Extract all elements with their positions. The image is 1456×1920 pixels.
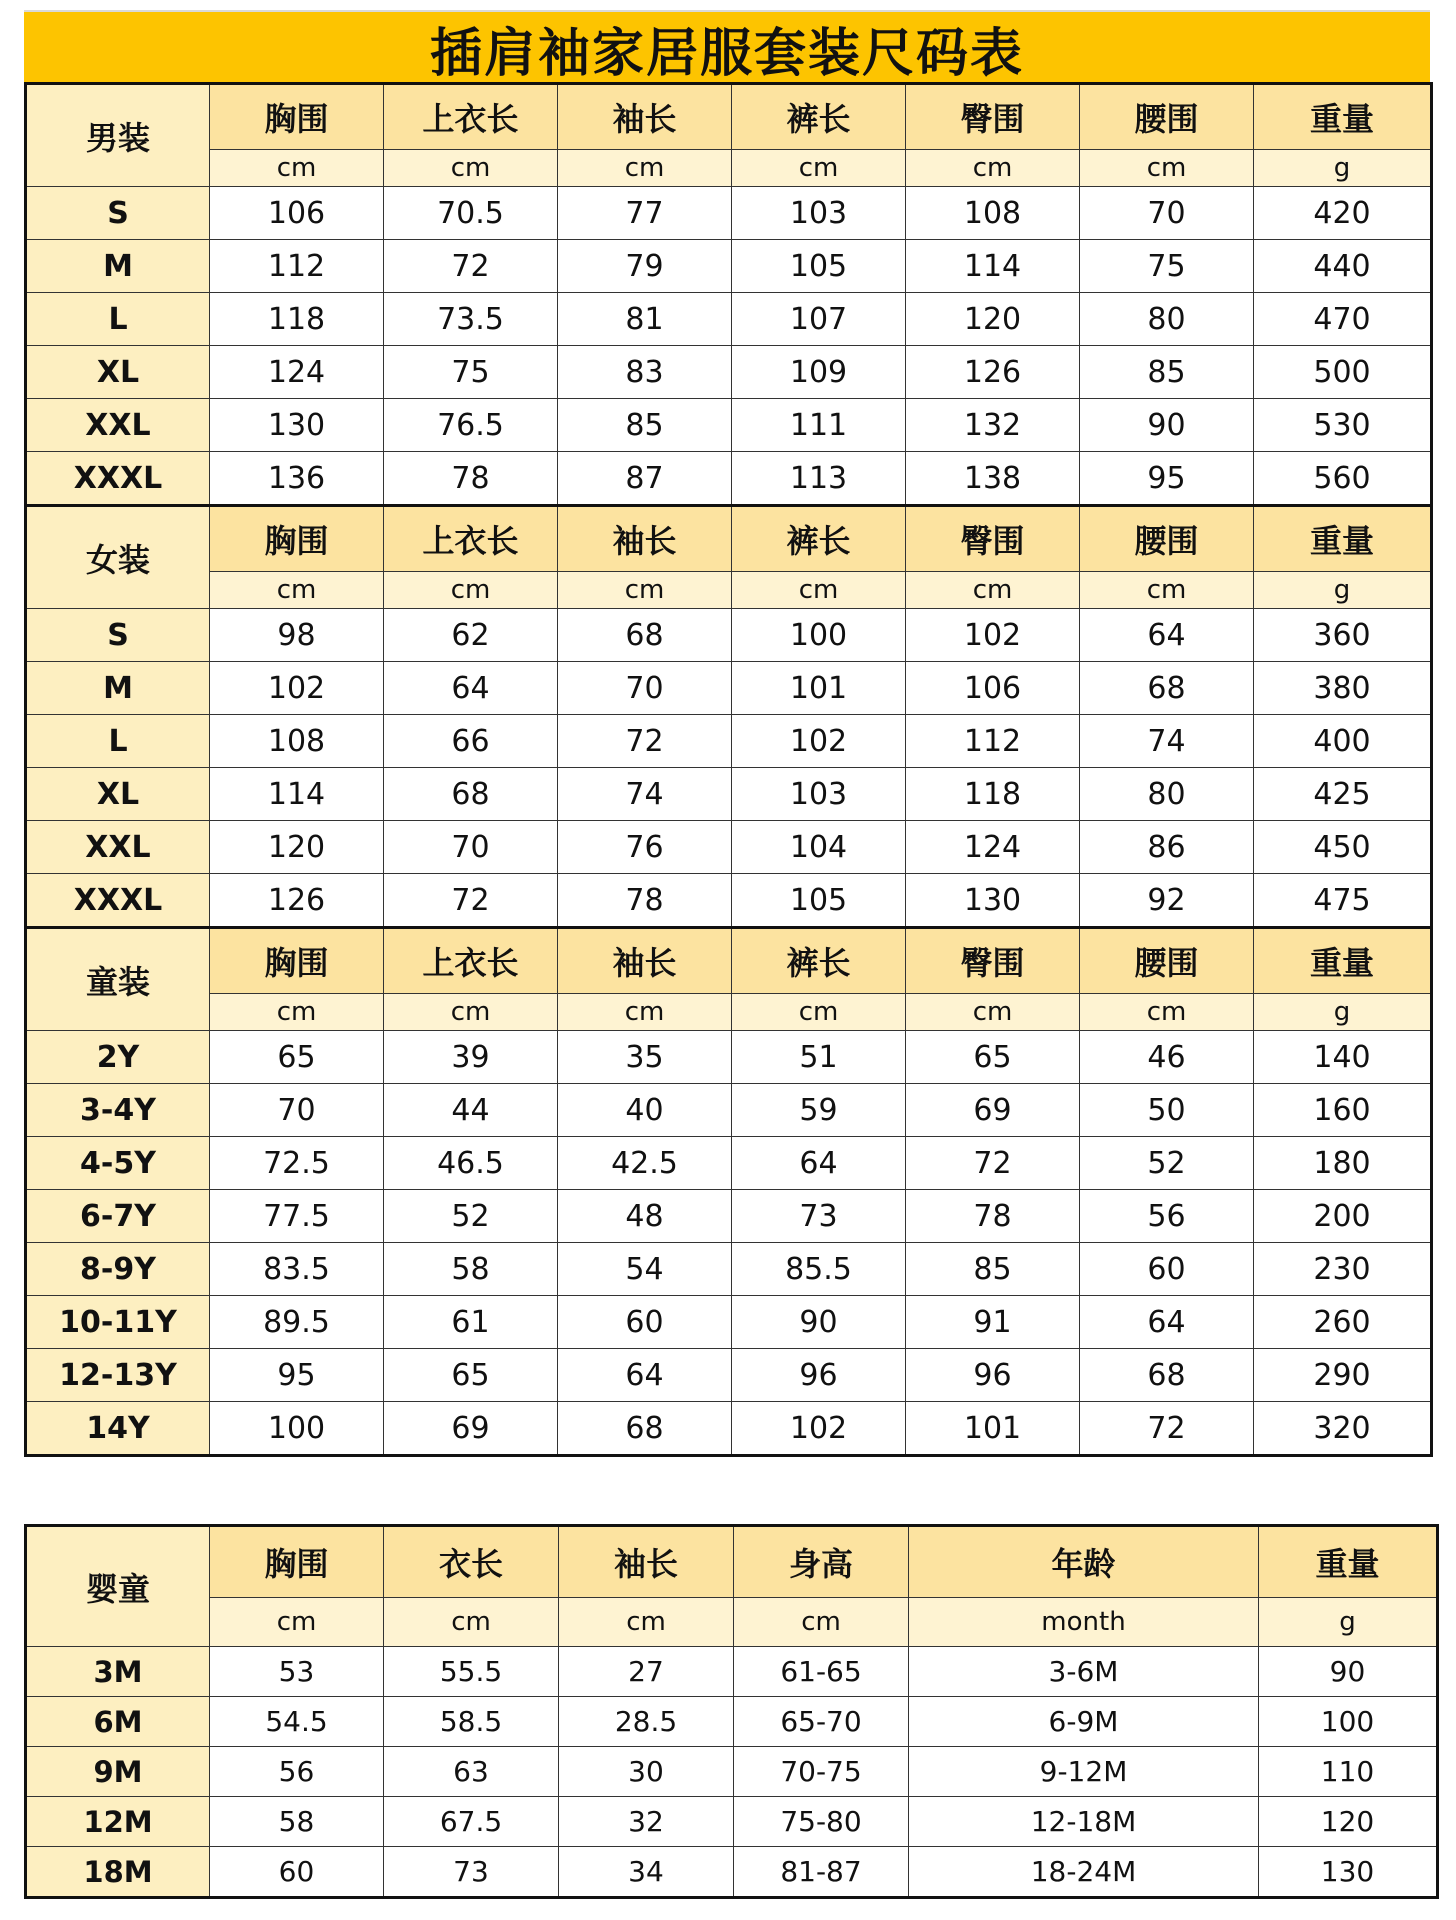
value-cell: 3-6M [909,1647,1259,1697]
value-cell: 500 [1254,346,1432,399]
column-header: 腰围 [1080,928,1254,994]
column-header: 臀围 [906,506,1080,572]
value-cell: 118 [210,293,384,346]
size-label: 10-11Y [26,1296,210,1349]
size-label: XXL [26,399,210,452]
column-header: 裤长 [732,84,906,150]
unit-cell: cm [732,572,906,609]
value-cell: 290 [1254,1349,1432,1402]
value-cell: 136 [210,452,384,506]
value-cell: 108 [906,187,1080,240]
value-cell: 98 [210,609,384,662]
column-header: 腰围 [1080,506,1254,572]
value-cell: 60 [558,1296,732,1349]
value-cell: 450 [1254,821,1432,874]
unit-cell: cm [732,994,906,1031]
value-cell: 530 [1254,399,1432,452]
value-cell: 230 [1254,1243,1432,1296]
size-label: 6-7Y [26,1190,210,1243]
column-header: 上衣长 [384,84,558,150]
value-cell: 260 [1254,1296,1432,1349]
value-cell: 90 [1080,399,1254,452]
size-table-main-body [26,84,1432,1456]
value-cell: 75 [384,346,558,399]
value-cell: 32 [559,1797,734,1847]
value-cell: 124 [906,821,1080,874]
size-label: XL [26,346,210,399]
value-cell: 113 [732,452,906,506]
column-header: 袖长 [558,928,732,994]
value-cell: 72 [384,874,558,928]
value-cell: 320 [1254,1402,1432,1456]
value-cell: 110 [1259,1747,1438,1797]
value-cell: 140 [1254,1031,1432,1084]
value-cell: 74 [1080,715,1254,768]
value-cell: 100 [210,1402,384,1456]
unit-cell: cm [384,150,558,187]
title-bar [24,10,1430,84]
column-header: 重量 [1254,84,1432,150]
unit-cell: cm [384,994,558,1031]
value-cell: 80 [1080,768,1254,821]
column-header: 胸围 [210,1526,384,1598]
value-cell: 65 [384,1349,558,1402]
value-cell: 114 [906,240,1080,293]
size-label: 8-9Y [26,1243,210,1296]
unit-cell: cm [384,1598,559,1647]
size-table-main [24,82,1433,1457]
value-cell: 87 [558,452,732,506]
value-cell: 48 [558,1190,732,1243]
size-label: XL [26,768,210,821]
table-row [26,293,1432,346]
table-row [26,1084,1432,1137]
column-header: 胸围 [210,506,384,572]
value-cell: 59 [732,1084,906,1137]
size-label: L [26,293,210,346]
value-cell: 54 [558,1243,732,1296]
value-cell: 83.5 [210,1243,384,1296]
value-cell: 70.5 [384,187,558,240]
value-cell: 78 [558,874,732,928]
value-cell: 105 [732,240,906,293]
value-cell: 130 [210,399,384,452]
section-label: 童装 [26,928,210,1031]
value-cell: 60 [1080,1243,1254,1296]
size-label: 4-5Y [26,1137,210,1190]
size-label: M [26,662,210,715]
value-cell: 70 [558,662,732,715]
column-header: 年龄 [909,1526,1259,1598]
value-cell: 101 [906,1402,1080,1456]
value-cell: 78 [384,452,558,506]
value-cell: 102 [210,662,384,715]
value-cell: 180 [1254,1137,1432,1190]
size-label: XXL [26,821,210,874]
unit-cell: cm [1080,150,1254,187]
unit-cell: cm [384,572,558,609]
value-cell: 64 [1080,609,1254,662]
value-cell: 106 [210,187,384,240]
unit-cell: cm [906,994,1080,1031]
unit-row [26,994,1432,1031]
value-cell: 64 [384,662,558,715]
unit-cell: month [909,1598,1259,1647]
column-header: 重量 [1254,506,1432,572]
unit-cell: cm [906,150,1080,187]
header-row [26,506,1432,572]
value-cell: 120 [906,293,1080,346]
value-cell: 560 [1254,452,1432,506]
value-cell: 52 [1080,1137,1254,1190]
value-cell: 58.5 [384,1697,559,1747]
column-header: 袖长 [559,1526,734,1598]
table-row [26,609,1432,662]
unit-cell: g [1254,994,1432,1031]
column-header: 重量 [1254,928,1432,994]
value-cell: 74 [558,768,732,821]
value-cell: 100 [1259,1697,1438,1747]
size-label: XXXL [26,452,210,506]
value-cell: 63 [384,1747,559,1797]
value-cell: 112 [906,715,1080,768]
value-cell: 160 [1254,1084,1432,1137]
column-header: 裤长 [732,506,906,572]
value-cell: 124 [210,346,384,399]
size-label: 12M [26,1797,210,1847]
table-row [26,1647,1438,1697]
value-cell: 360 [1254,609,1432,662]
table-row [26,874,1432,928]
table-row [26,1747,1438,1797]
value-cell: 111 [732,399,906,452]
size-label: XXXL [26,874,210,928]
value-cell: 75 [1080,240,1254,293]
unit-cell: cm [558,150,732,187]
table-row [26,240,1432,293]
value-cell: 470 [1254,293,1432,346]
column-header: 裤长 [732,928,906,994]
column-header: 臀围 [906,928,1080,994]
value-cell: 70 [210,1084,384,1137]
unit-cell: cm [210,1598,384,1647]
size-label: M [26,240,210,293]
value-cell: 12-18M [909,1797,1259,1847]
value-cell: 68 [384,768,558,821]
value-cell: 65-70 [734,1697,909,1747]
header-row [26,1526,1438,1598]
value-cell: 104 [732,821,906,874]
column-header: 臀围 [906,84,1080,150]
value-cell: 68 [558,609,732,662]
value-cell: 76.5 [384,399,558,452]
value-cell: 30 [559,1747,734,1797]
value-cell: 69 [384,1402,558,1456]
value-cell: 53 [210,1647,384,1697]
size-label: L [26,715,210,768]
table-row [26,821,1432,874]
value-cell: 65 [906,1031,1080,1084]
value-cell: 58 [384,1243,558,1296]
value-cell: 66 [384,715,558,768]
value-cell: 103 [732,187,906,240]
value-cell: 138 [906,452,1080,506]
value-cell: 108 [210,715,384,768]
unit-cell: cm [1080,994,1254,1031]
value-cell: 90 [1259,1647,1438,1697]
value-cell: 54.5 [210,1697,384,1747]
value-cell: 58 [210,1797,384,1847]
value-cell: 68 [1080,1349,1254,1402]
column-header: 腰围 [1080,84,1254,150]
value-cell: 85 [1080,346,1254,399]
value-cell: 68 [1080,662,1254,715]
value-cell: 101 [732,662,906,715]
size-label: 2Y [26,1031,210,1084]
size-label: 9M [26,1747,210,1797]
value-cell: 95 [1080,452,1254,506]
value-cell: 76 [558,821,732,874]
unit-cell: cm [559,1598,734,1647]
value-cell: 56 [1080,1190,1254,1243]
value-cell: 52 [384,1190,558,1243]
column-header: 袖长 [558,84,732,150]
unit-cell: cm [210,150,384,187]
unit-cell: g [1259,1598,1438,1647]
value-cell: 102 [732,1402,906,1456]
value-cell: 61-65 [734,1647,909,1697]
size-label: 14Y [26,1402,210,1456]
table-row [26,399,1432,452]
value-cell: 400 [1254,715,1432,768]
value-cell: 425 [1254,768,1432,821]
value-cell: 61 [384,1296,558,1349]
value-cell: 440 [1254,240,1432,293]
value-cell: 18-24M [909,1847,1259,1898]
value-cell: 42.5 [558,1137,732,1190]
value-cell: 112 [210,240,384,293]
value-cell: 50 [1080,1084,1254,1137]
value-cell: 72 [384,240,558,293]
table-row [26,346,1432,399]
value-cell: 70 [1080,187,1254,240]
unit-cell: cm [732,150,906,187]
value-cell: 62 [384,609,558,662]
value-cell: 130 [1259,1847,1438,1898]
unit-cell: cm [1080,572,1254,609]
value-cell: 200 [1254,1190,1432,1243]
section-label: 婴童 [26,1526,210,1647]
value-cell: 40 [558,1084,732,1137]
table-row [26,1349,1432,1402]
value-cell: 78 [906,1190,1080,1243]
value-cell: 102 [906,609,1080,662]
value-cell: 6-9M [909,1697,1259,1747]
value-cell: 120 [210,821,384,874]
value-cell: 103 [732,768,906,821]
table-row [26,1137,1432,1190]
value-cell: 85 [558,399,732,452]
value-cell: 73 [384,1847,559,1898]
value-cell: 39 [384,1031,558,1084]
value-cell: 64 [1080,1296,1254,1349]
value-cell: 81-87 [734,1847,909,1898]
unit-cell: cm [734,1598,909,1647]
size-label: 3-4Y [26,1084,210,1137]
unit-row [26,150,1432,187]
value-cell: 72.5 [210,1137,384,1190]
value-cell: 105 [732,874,906,928]
size-label: S [26,187,210,240]
value-cell: 69 [906,1084,1080,1137]
value-cell: 100 [732,609,906,662]
value-cell: 72 [906,1137,1080,1190]
value-cell: 73.5 [384,293,558,346]
section-label: 女装 [26,506,210,609]
value-cell: 28.5 [559,1697,734,1747]
column-header: 袖长 [558,506,732,572]
size-label: 18M [26,1847,210,1898]
column-header: 胸围 [210,928,384,994]
value-cell: 109 [732,346,906,399]
value-cell: 81 [558,293,732,346]
section-label: 男装 [26,84,210,187]
value-cell: 90 [732,1296,906,1349]
column-header: 上衣长 [384,506,558,572]
header-row [26,84,1432,150]
value-cell: 67.5 [384,1797,559,1847]
value-cell: 72 [1080,1402,1254,1456]
value-cell: 56 [210,1747,384,1797]
value-cell: 126 [906,346,1080,399]
size-label: 6M [26,1697,210,1747]
value-cell: 107 [732,293,906,346]
value-cell: 72 [558,715,732,768]
value-cell: 130 [906,874,1080,928]
value-cell: 65 [210,1031,384,1084]
value-cell: 380 [1254,662,1432,715]
value-cell: 89.5 [210,1296,384,1349]
table-row [26,1402,1432,1456]
value-cell: 96 [906,1349,1080,1402]
value-cell: 475 [1254,874,1432,928]
unit-cell: cm [558,572,732,609]
value-cell: 79 [558,240,732,293]
value-cell: 118 [906,768,1080,821]
value-cell: 85 [906,1243,1080,1296]
unit-cell: cm [210,572,384,609]
column-header: 衣长 [384,1526,559,1598]
table-row [26,452,1432,506]
value-cell: 64 [732,1137,906,1190]
value-cell: 95 [210,1349,384,1402]
unit-cell: cm [558,994,732,1031]
table-row [26,1243,1432,1296]
value-cell: 86 [1080,821,1254,874]
value-cell: 83 [558,346,732,399]
value-cell: 70-75 [734,1747,909,1797]
value-cell: 420 [1254,187,1432,240]
value-cell: 70 [384,821,558,874]
table-row [26,1190,1432,1243]
value-cell: 77 [558,187,732,240]
unit-row [26,572,1432,609]
size-label: S [26,609,210,662]
value-cell: 55.5 [384,1647,559,1697]
value-cell: 51 [732,1031,906,1084]
column-header: 胸围 [210,84,384,150]
table-row [26,1797,1438,1847]
table-row [26,1697,1438,1747]
value-cell: 60 [210,1847,384,1898]
table-row [26,715,1432,768]
column-header: 上衣长 [384,928,558,994]
value-cell: 27 [559,1647,734,1697]
value-cell: 85.5 [732,1243,906,1296]
unit-cell: cm [906,572,1080,609]
value-cell: 9-12M [909,1747,1259,1797]
page-title: 插肩袖家居服套装尺码表 [429,22,1024,84]
value-cell: 114 [210,768,384,821]
table-row [26,662,1432,715]
value-cell: 126 [210,874,384,928]
size-label: 12-13Y [26,1349,210,1402]
header-row [26,928,1432,994]
value-cell: 102 [732,715,906,768]
column-header: 重量 [1259,1526,1438,1598]
value-cell: 120 [1259,1797,1438,1847]
value-cell: 68 [558,1402,732,1456]
table-row [26,1031,1432,1084]
value-cell: 106 [906,662,1080,715]
value-cell: 46.5 [384,1137,558,1190]
value-cell: 92 [1080,874,1254,928]
value-cell: 75-80 [734,1797,909,1847]
value-cell: 35 [558,1031,732,1084]
value-cell: 96 [732,1349,906,1402]
value-cell: 80 [1080,293,1254,346]
unit-cell: g [1254,572,1432,609]
size-label: 3M [26,1647,210,1697]
value-cell: 91 [906,1296,1080,1349]
value-cell: 44 [384,1084,558,1137]
value-cell: 46 [1080,1031,1254,1084]
value-cell: 34 [559,1847,734,1898]
value-cell: 73 [732,1190,906,1243]
table-row [26,1847,1438,1898]
unit-cell: cm [210,994,384,1031]
size-table-baby-body [26,1526,1438,1898]
unit-cell: g [1254,150,1432,187]
table-row [26,187,1432,240]
table-row [26,768,1432,821]
size-table-baby [24,1524,1439,1899]
column-header: 身高 [734,1526,909,1598]
value-cell: 64 [558,1349,732,1402]
unit-row [26,1598,1438,1647]
value-cell: 77.5 [210,1190,384,1243]
table-row [26,1296,1432,1349]
value-cell: 132 [906,399,1080,452]
